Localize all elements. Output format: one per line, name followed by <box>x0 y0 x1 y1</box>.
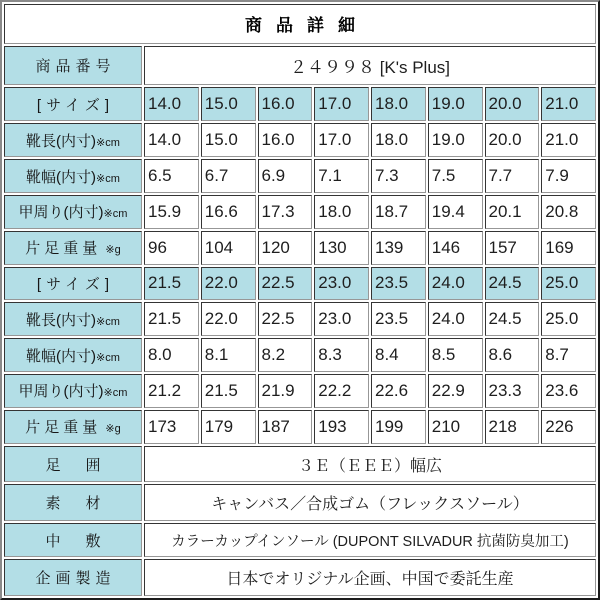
table-row-shoe-length <box>4 302 596 336</box>
label-unit: ※cm <box>103 208 128 221</box>
table-cell: 23.3 <box>485 374 540 408</box>
label-unit: ※cm <box>96 315 120 328</box>
table-cell: 193 <box>314 410 369 444</box>
table-cell: 120 <box>258 231 313 265</box>
table-cell: 15.0 <box>201 123 256 157</box>
table-cell: 199 <box>371 410 426 444</box>
table-cell: 17.0 <box>314 123 369 157</box>
table-cell: 130 <box>314 231 369 265</box>
size-value-cell: 22.5 <box>258 267 313 301</box>
table-cell: 169 <box>541 231 596 265</box>
table-cell: 24.0 <box>428 302 483 336</box>
table-cell: 22.0 <box>201 302 256 336</box>
table-cell: 23.0 <box>314 302 369 336</box>
row-label-weight <box>4 410 142 444</box>
label-text: 靴長(内寸) <box>26 132 97 150</box>
table-cell: 22.5 <box>258 302 313 336</box>
label-unit: ※cm <box>96 351 120 364</box>
row-label-instep-girth <box>4 374 142 408</box>
foot-girth-value: ３Ｅ（ＥＥＥ）幅広 <box>144 446 596 483</box>
table-cell: 7.9 <box>541 159 596 193</box>
table-cell: 218 <box>485 410 540 444</box>
size-value-cell: 21.5 <box>144 267 199 301</box>
product-number-value: ２４９９８ [K's Plus] <box>144 46 596 86</box>
label-text: 甲周り(内寸) <box>18 204 104 222</box>
table-cell: 20.0 <box>485 123 540 157</box>
size-value-cell: 21.0 <box>541 87 596 121</box>
table-cell: 187 <box>258 410 313 444</box>
page-title: 商品詳細 <box>4 4 596 44</box>
label-unit: ※g <box>105 244 121 257</box>
size-value-cell: 20.0 <box>485 87 540 121</box>
table-cell: 23.6 <box>541 374 596 408</box>
table-cell: 21.5 <box>201 374 256 408</box>
row-label-shoe-length <box>4 123 142 157</box>
table-cell: 18.0 <box>371 123 426 157</box>
table-cell: 157 <box>485 231 540 265</box>
row-label-manufacturing: 企画製造 <box>4 559 142 596</box>
table-row-material <box>4 484 596 521</box>
table-cell: 8.3 <box>314 338 369 372</box>
table-row-shoe-width <box>4 159 596 193</box>
size-value-cell: 17.0 <box>314 87 369 121</box>
table-cell: 18.0 <box>314 195 369 229</box>
table-cell: 19.4 <box>428 195 483 229</box>
table-row-manufacturing <box>4 559 596 596</box>
row-label-shoe-length <box>4 302 142 336</box>
material-value: キャンバス／合成ゴム（フレックスソール） <box>144 484 596 521</box>
label-text: 靴幅(内寸) <box>26 168 97 186</box>
table-cell: 20.8 <box>541 195 596 229</box>
table-cell: 24.5 <box>485 302 540 336</box>
label-unit: ※cm <box>96 136 120 149</box>
size-value-cell: 18.0 <box>371 87 426 121</box>
table-cell: 8.6 <box>485 338 540 372</box>
size-value-cell: 22.0 <box>201 267 256 301</box>
size-value-cell: 14.0 <box>144 87 199 121</box>
table-cell: 15.9 <box>144 195 199 229</box>
label-unit: ※cm <box>96 172 120 185</box>
table-cell: 179 <box>201 410 256 444</box>
row-label-product-number: 商品番号 <box>4 46 142 86</box>
table-cell: 139 <box>371 231 426 265</box>
label-text: 片足重量 <box>25 240 102 258</box>
table-row-instep <box>4 195 596 229</box>
table-row-instep <box>4 374 596 408</box>
table-cell: 21.5 <box>144 302 199 336</box>
table-cell: 226 <box>541 410 596 444</box>
row-label-shoe-width <box>4 338 142 372</box>
table-cell: 7.7 <box>485 159 540 193</box>
size-value-cell: 25.0 <box>541 267 596 301</box>
row-label-foot-girth: 足 囲 <box>4 446 142 483</box>
table-cell: 7.3 <box>371 159 426 193</box>
table-cell: 6.7 <box>201 159 256 193</box>
table-cell: 21.0 <box>541 123 596 157</box>
table-cell: 8.1 <box>201 338 256 372</box>
table-row <box>4 4 596 44</box>
label-unit: ※cm <box>103 387 128 400</box>
table-cell: 8.5 <box>428 338 483 372</box>
size-value-cell: 24.5 <box>485 267 540 301</box>
table-cell: 25.0 <box>541 302 596 336</box>
table-cell: 22.6 <box>371 374 426 408</box>
table-cell: 16.6 <box>201 195 256 229</box>
table-row-insole <box>4 523 596 557</box>
table-row <box>4 46 596 86</box>
row-label-shoe-width <box>4 159 142 193</box>
table-cell: 210 <box>428 410 483 444</box>
label-text: 甲周り(内寸) <box>18 383 104 401</box>
manufacturing-value: 日本でオリジナル企画、中国で委託生産 <box>144 559 596 596</box>
table-cell: 20.1 <box>485 195 540 229</box>
table-cell: 7.1 <box>314 159 369 193</box>
table-cell: 146 <box>428 231 483 265</box>
table-cell: 8.2 <box>258 338 313 372</box>
size-value-cell: 24.0 <box>428 267 483 301</box>
table-row-shoe-length <box>4 123 596 157</box>
table-row-size <box>4 87 596 121</box>
table-cell: 21.2 <box>144 374 199 408</box>
size-value-cell: 19.0 <box>428 87 483 121</box>
table-cell: 96 <box>144 231 199 265</box>
label-text: 靴幅(内寸) <box>26 347 97 365</box>
table-row-size <box>4 267 596 301</box>
table-row-weight <box>4 231 596 265</box>
table-cell: 23.5 <box>371 302 426 336</box>
table-cell: 14.0 <box>144 123 199 157</box>
row-label-size: [サイズ] <box>4 267 142 301</box>
table-row-shoe-width <box>4 338 596 372</box>
table-cell: 6.5 <box>144 159 199 193</box>
size-value-cell: 16.0 <box>258 87 313 121</box>
label-text: 片足重量 <box>25 419 102 437</box>
row-label-weight <box>4 231 142 265</box>
label-unit: ※g <box>105 423 121 436</box>
row-label-insole: 中 敷 <box>4 523 142 557</box>
table-cell: 8.4 <box>371 338 426 372</box>
row-label-size: [サイズ] <box>4 87 142 121</box>
table-cell: 8.7 <box>541 338 596 372</box>
insole-value: カラーカップインソール (DUPONT SILVADUR 抗菌防臭加工) <box>144 523 596 557</box>
table-cell: 7.5 <box>428 159 483 193</box>
row-label-instep-girth <box>4 195 142 229</box>
table-cell: 8.0 <box>144 338 199 372</box>
table-cell: 18.7 <box>371 195 426 229</box>
size-value-cell: 23.5 <box>371 267 426 301</box>
table-cell: 19.0 <box>428 123 483 157</box>
table-cell: 173 <box>144 410 199 444</box>
size-value-cell: 15.0 <box>201 87 256 121</box>
table-cell: 21.9 <box>258 374 313 408</box>
table-cell: 6.9 <box>258 159 313 193</box>
size-value-cell: 23.0 <box>314 267 369 301</box>
table-row-foot-girth <box>4 446 596 483</box>
table-cell: 22.2 <box>314 374 369 408</box>
table-row-weight <box>4 410 596 444</box>
label-text: 靴長(内寸) <box>26 311 97 329</box>
table-cell: 17.3 <box>258 195 313 229</box>
table-cell: 16.0 <box>258 123 313 157</box>
table-cell: 104 <box>201 231 256 265</box>
table-cell: 22.9 <box>428 374 483 408</box>
row-label-material: 素 材 <box>4 484 142 521</box>
